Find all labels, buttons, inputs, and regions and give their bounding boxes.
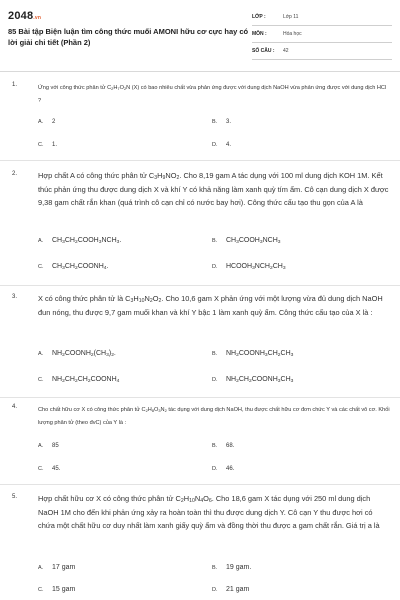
- option-text: 1.: [52, 142, 58, 148]
- option-text: $NH_2CH_2COONH_3CH_3$: [226, 376, 294, 384]
- question-stem: Ứng với công thức phân tử $C_2H_7O_2N$ (X) có bao nhiêu chất vừa phản ứng được với dung dịch NaOH vừa phản ứng được với dung dịch HCl ?: [38, 85, 387, 104]
- meta-value-count: 42: [283, 48, 289, 54]
- option-letter: B.: [212, 351, 218, 357]
- option-d[interactable]: [212, 142, 231, 148]
- option-d[interactable]: [212, 263, 286, 270]
- option-text: 46.: [226, 466, 235, 472]
- option-a[interactable]: [38, 119, 55, 125]
- option-text: $CH_3CH_2COONH_4$.: [52, 263, 109, 271]
- question-stem: X có công thức phân tử là $C_3H_{10}N_2O_2$. Cho 10,6 gam X phản ứng với một lượng vừa đủ dung dịch NaOH đun nóng, thu được 9,7 gam muối khan và khí Y bậc 1 làm xanh quỳ ẩm. Công thức cấu tạo của X là :: [38, 294, 383, 317]
- option-c[interactable]: [38, 376, 119, 383]
- option-text: $NH_2COONH_3CH_2CH_3$: [226, 350, 294, 358]
- option-letter: C.: [38, 264, 44, 270]
- option-letter: A.: [38, 238, 44, 244]
- option-letter: B.: [212, 119, 218, 125]
- option-c[interactable]: [38, 263, 108, 270]
- option-letter: A.: [38, 443, 44, 449]
- option-letter: B.: [212, 238, 218, 244]
- logo-sub: .vn: [33, 15, 42, 21]
- option-c[interactable]: [38, 142, 57, 148]
- meta-value-subject: Hóa học: [283, 31, 302, 37]
- question-number: 1.: [12, 82, 18, 88]
- option-b[interactable]: [212, 350, 293, 357]
- question-stem: Hợp chất hữu cơ X có công thức phân tử $C_2H_{10}N_4O_6$. Cho 18,6 gam X tác dụng với 250 ml dung dịch NaOH 1M cho đến khi phản ứng xảy ra hoàn toàn thì thu được dung dịch Y. Cô cạn Y thu được hơi có chứa một chất hữu cơ duy nhất làm xanh giấy quỳ ẩm và đồng thời thu được a gam chất rắn. Giá trị a là: [38, 494, 380, 530]
- question-separator: [0, 484, 400, 485]
- option-letter: B.: [212, 565, 218, 571]
- option-a[interactable]: [38, 237, 121, 244]
- question-number: 4.: [12, 404, 18, 410]
- page-title: 85 Bài tập Biện luận tìm công thức muối AMONI hữu cơ cực hay có lời giải chi tiết (Phần 2): [8, 27, 249, 47]
- question-number: 5.: [12, 494, 18, 500]
- option-letter: D.: [212, 587, 218, 593]
- option-text: $NH_2COONH_2(CH_3)_2$.: [52, 350, 116, 358]
- question-separator: [0, 397, 400, 398]
- option-a[interactable]: [38, 564, 75, 571]
- option-a[interactable]: [38, 350, 116, 357]
- logo-main: 2048: [8, 10, 34, 22]
- option-text: 15 gam: [52, 586, 76, 593]
- option-b[interactable]: [212, 564, 251, 571]
- option-letter: D.: [212, 377, 218, 383]
- option-text: 4.: [226, 142, 232, 148]
- option-letter: C.: [38, 377, 44, 383]
- question-number: 2.: [12, 171, 18, 177]
- option-text: $NH_2CH_2CH_2COONH_4$: [52, 376, 120, 384]
- option-d[interactable]: [212, 466, 234, 472]
- question-separator: [0, 285, 400, 286]
- page-header: [0, 0, 400, 70]
- meta-label-class: LỚP :: [252, 14, 266, 20]
- option-text: 19 gam.: [226, 564, 252, 571]
- option-text: 17 gam: [52, 564, 76, 571]
- question-number: 3.: [12, 294, 18, 300]
- option-text: 45.: [52, 466, 61, 472]
- option-c[interactable]: [38, 466, 60, 472]
- option-letter: C.: [38, 142, 44, 148]
- option-c[interactable]: [38, 586, 75, 593]
- option-letter: D.: [212, 142, 218, 148]
- option-d[interactable]: [212, 376, 293, 383]
- question-stem: Hợp chất A có công thức phân tử $C_3H_9NO_2$. Cho 8,19 gam A tác dụng với 100 ml dung dịch KOH 1M. Kết thúc phản ứng thu được dung dịch X và khí Y có khả năng làm xanh quỳ tím ẩm. Cô cạn dung dịch X được 9,38 gam chất rắn khan (quá trình cô cạn chỉ có nước bay hơi). Công thức cấu tạo thu gọn của A là: [38, 171, 389, 207]
- meta-row-count: [252, 46, 392, 60]
- meta-row-class: [252, 12, 392, 26]
- question-separator: [0, 160, 400, 161]
- question-stem: Cho chất hữu cơ X có công thức phân tử $C_2H_8O_3N_2$ tác dụng với dung dịch NaOH, thu được chất hữu cơ đơn chức Y và các chất vô cơ. Khối lượng phân tử (theo đvC) của Y là :: [38, 407, 390, 426]
- option-letter: C.: [38, 587, 44, 593]
- option-letter: D.: [212, 466, 218, 472]
- option-letter: A.: [38, 119, 44, 125]
- option-text: 85: [52, 443, 59, 449]
- option-text: 68.: [226, 443, 235, 449]
- option-b[interactable]: [212, 119, 231, 125]
- option-letter: D.: [212, 264, 218, 270]
- option-text: $HCOOH_3NCH_2CH_3$: [226, 263, 286, 271]
- meta-table: [252, 12, 392, 63]
- meta-value-class: Lớp 11: [283, 14, 299, 20]
- option-letter: C.: [38, 466, 44, 472]
- option-text: $CH_3CH_2COOH_3NCH_3$.: [52, 237, 122, 245]
- site-logo[interactable]: [8, 10, 41, 22]
- meta-row-subject: [252, 29, 392, 43]
- option-text: 21 gam: [226, 586, 250, 593]
- header-divider: [0, 71, 400, 72]
- option-text: $CH_3COOH_3NCH_3$: [226, 237, 281, 245]
- option-a[interactable]: [38, 443, 59, 449]
- option-b[interactable]: [212, 237, 281, 244]
- option-text: 3.: [226, 119, 232, 125]
- option-d[interactable]: [212, 586, 249, 593]
- option-b[interactable]: [212, 443, 234, 449]
- meta-label-count: SỐ CÂU :: [252, 48, 275, 54]
- option-letter: A.: [38, 351, 44, 357]
- meta-label-subject: MÔN :: [252, 31, 267, 37]
- option-text: 2: [52, 119, 56, 125]
- option-letter: B.: [212, 443, 218, 449]
- option-letter: A.: [38, 565, 44, 571]
